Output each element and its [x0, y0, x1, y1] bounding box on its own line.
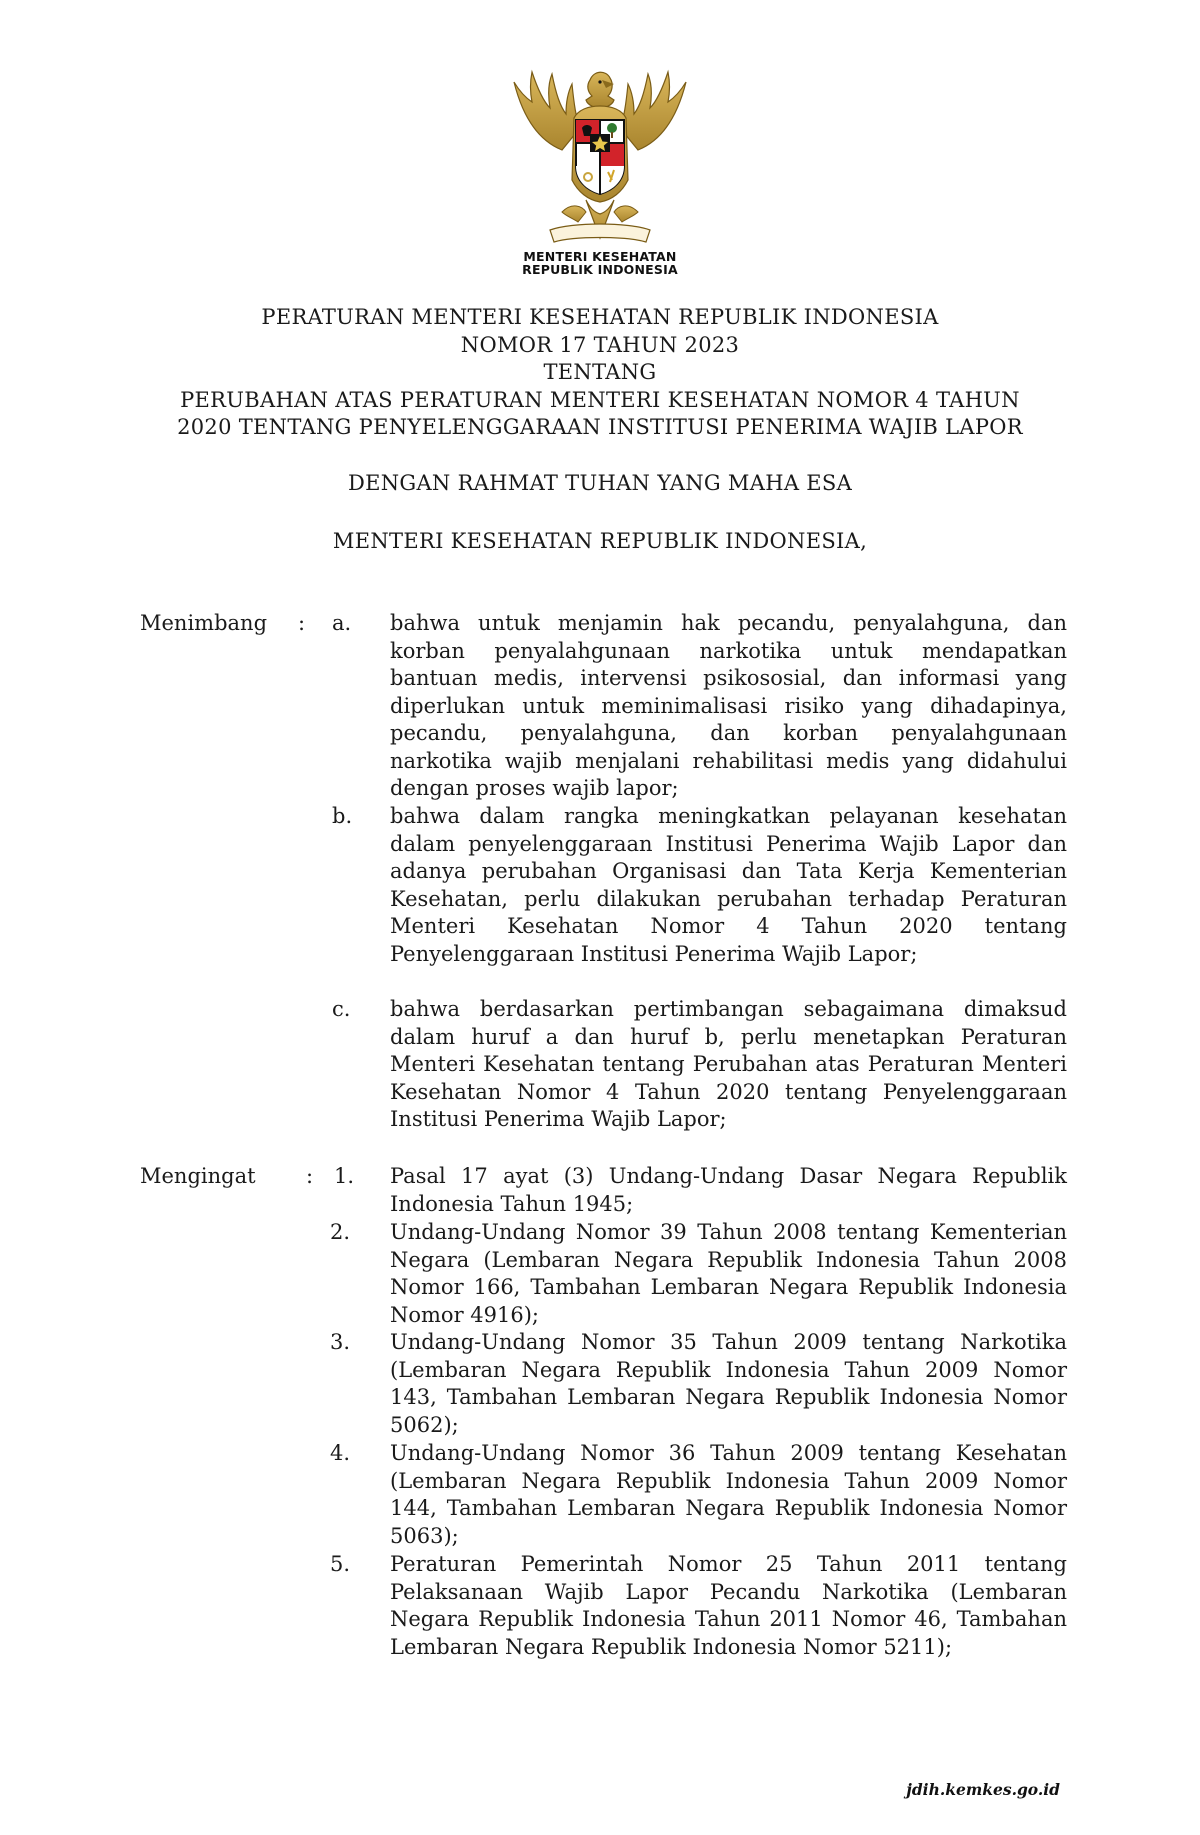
item-marker: 4.	[330, 1441, 351, 1465]
mengingat-colon: :	[306, 1164, 314, 1188]
item-text: Undang-Undang Nomor 35 Tahun 2009 tentang Narkotika (Lembaran Negara Republik Indonesia Tahun 2009 Nomor 143, Tambahan Lembaran Negara Republik Indonesia Nomor 5062);	[390, 1330, 1067, 1437]
item-text: Pasal 17 ayat (3) Undang-Undang Dasar Negara Republik Indonesia Tahun 1945;	[390, 1164, 1067, 1216]
emblem-caption-line1: MENTERI KESEHATAN	[523, 249, 677, 264]
emblem-caption-line2: REPUBLIK INDONESIA	[522, 262, 678, 277]
source-url: jdih.kemkes.go.id	[906, 1780, 1060, 1799]
menimbang-label: Menimbang	[140, 611, 268, 635]
menimbang-colon: :	[298, 611, 306, 635]
title-line-1: PERATURAN MENTERI KESEHATAN REPUBLIK INDONESIA	[261, 305, 939, 329]
item-marker: 2.	[330, 1220, 351, 1244]
item-text: bahwa berdasarkan pertimbangan sebagaimana dimaksud dalam huruf a dan huruf b, perlu menetapkan Peraturan Menteri Kesehatan tentang Perubahan atas Peraturan Menteri Kesehatan Nomor 4 Tahun 2020 tentang Penyelenggaraan Institusi Penerima Wajib Lapor;	[390, 997, 1067, 1131]
item-marker: 5.	[330, 1552, 351, 1576]
title-line-3: TENTANG	[543, 360, 657, 384]
item-marker: 3.	[330, 1330, 351, 1354]
title-line-5: 2020 TENTANG PENYELENGGARAAN INSTITUSI PENERIMA WAJIB LAPOR	[177, 415, 1023, 439]
item-text: bahwa untuk menjamin hak pecandu, penyalahguna, dan korban penyalahgunaan narkotika untuk mendapatkan bantuan medis, intervensi psikososial, dan informasi yang diperlukan untuk meminimalisasi risiko yang dihadapinya, pecandu, penyalahguna, dan korban penyalahgunaan narkotika wajib menjalani rehabilitasi medis yang didahului dengan proses wajib lapor;	[390, 611, 1067, 800]
item-text: Undang-Undang Nomor 39 Tahun 2008 tentang Kementerian Negara (Lembaran Negara Republik Indonesia Tahun 2008 Nomor 166, Tambahan Lembaran Negara Republik Indonesia Nomor 4916);	[390, 1220, 1067, 1327]
title-line-4: PERUBAHAN ATAS PERATURAN MENTERI KESEHATAN NOMOR 4 TAHUN	[180, 387, 1020, 412]
regulation-title	[120, 304, 1080, 442]
item-marker: 1.	[334, 1164, 355, 1188]
mengingat-label: Mengingat	[140, 1164, 256, 1188]
item-text: bahwa dalam rangka meningkatkan pelayanan kesehatan dalam penyelenggaraan Institusi Penerima Wajib Lapor dan adanya perubahan Organisasi dan Tata Kerja Kementerian Kesehatan, perlu dilakukan perubahan terhadap Peraturan Menteri Kesehatan Nomor 4 Tahun 2020 tentang Penyelenggaraan Institusi Penerima Wajib Lapor;	[390, 804, 1067, 966]
item-marker: a.	[332, 611, 352, 635]
item-text: Undang-Undang Nomor 36 Tahun 2009 tentang Kesehatan (Lembaran Negara Republik Indonesia Tahun 2009 Nomor 144, Tambahan Lembaran Negara Republik Indonesia Nomor 5063);	[390, 1441, 1067, 1548]
item-marker: b.	[332, 804, 353, 828]
item-marker: c.	[332, 997, 351, 1021]
emblem-caption	[480, 250, 720, 276]
item-text: Peraturan Pemerintah Nomor 25 Tahun 2011 tentang Pelaksanaan Wajib Lapor Pecandu Narkotika (Lembaran Negara Republik Indonesia Tahun 2011 Nomor 46, Tambahan Lembaran Negara Republik Indonesia Nomor 5211);	[390, 1552, 1067, 1659]
title-line-2: NOMOR 17 TAHUN 2023	[460, 332, 740, 357]
grace-statement: DENGAN RAHMAT TUHAN YANG MAHA ESA	[347, 471, 853, 495]
minister-heading: MENTERI KESEHATAN REPUBLIK INDONESIA,	[332, 529, 868, 553]
garuda-pancasila-emblem-icon	[502, 62, 698, 254]
